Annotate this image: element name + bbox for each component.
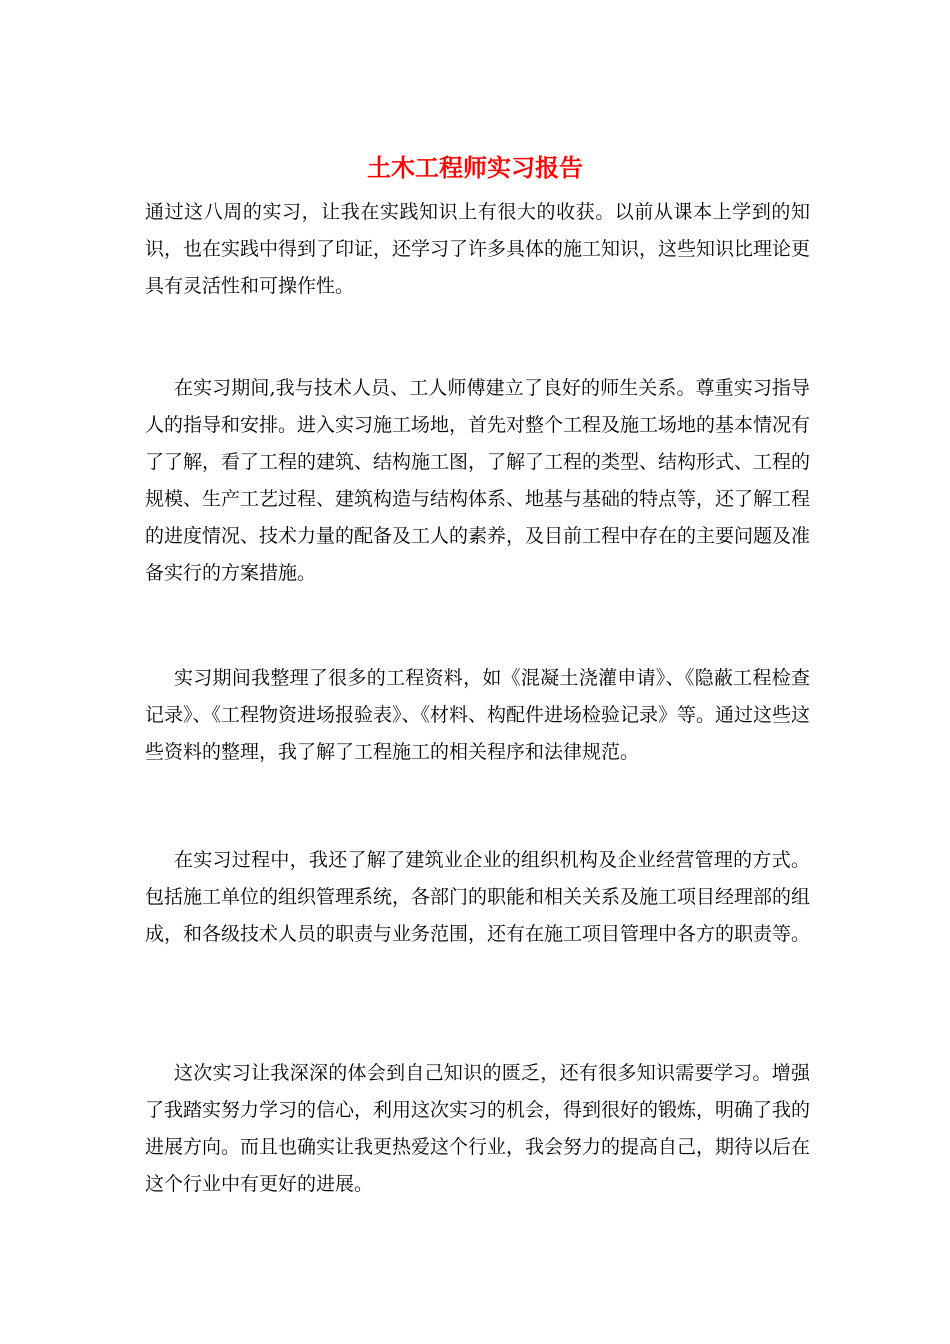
paragraph-2: 在实习期间,我与技术人员、工人师傅建立了良好的师生关系。尊重实习指导人的指导和安排。进入实习施工场地，首先对整个工程及施工场地的基本情况有了了解，看了工程的建筑、结构施工图，了解了工程的类型、结构形式、工程的规模、生产工艺过程、建筑构造与结构体系、地基与基础的特点等，还了解工程的进度情况、技术力量的配备及工人的素养，及目前工程中存在的主要问题及准备实行的方案措施。 [145,377,811,584]
paragraph-3: 实习期间我整理了很多的工程资料，如《混凝土浇灌申请》、《隐蔽工程检查记录》、《工程物资进场报验表》、《材料、构配件进场检验记录》等。通过这些这些资料的整理，我了解了工程施工的相关程序和法律规范。 [145,667,811,763]
paragraph-4: 在实习过程中，我还了解了建筑业企业的组织机构及企业经营管理的方式。包括施工单位的组织管理系统，各部门的职能和相关关系及施工项目经理部的组成，和各级技术人员的职责与业务范围，还有在施工项目管理中各方的职责等。 [145,849,811,945]
paragraph-1: 通过这八周的实习，让我在实践知识上有很大的收获。以前从课本上学到的知识，也在实践中得到了印证，还学习了许多具体的施工知识，这些知识比理论更具有灵活性和可操作性。 [145,201,811,297]
paragraph-5: 这次实习让我深深的体会到自己知识的匮乏，还有很多知识需要学习。增强了我踏实努力学习的信心，利用这次实习的机会，得到很好的锻炼，明确了我的进展方向。而且也确实让我更热爱这个行业，我会努力的提高自己，期待以后在这个行业中有更好的进展。 [145,1062,811,1195]
document-title: 土木工程师实习报告 [367,153,583,182]
